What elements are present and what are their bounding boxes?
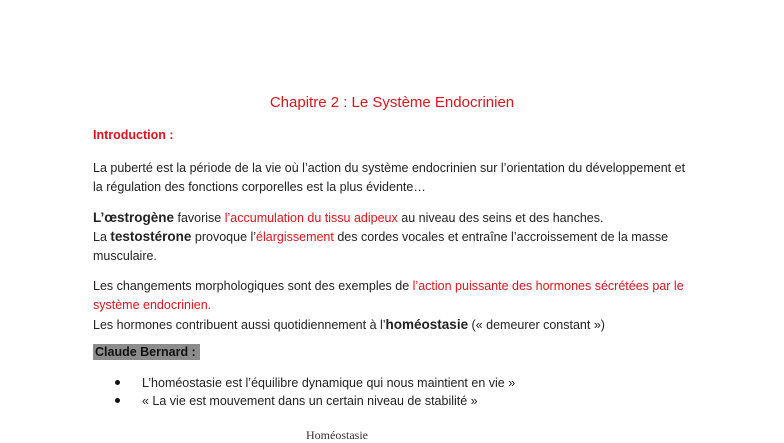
- paragraph-oestrogen: [93, 208, 603, 228]
- text-segment: Les hormones contribuent aussi quotidiennement à l’: [93, 318, 386, 332]
- term-testosterone: testostérone: [110, 229, 192, 244]
- chapter-title: Chapitre 2 : Le Système Endocrinien: [269, 94, 515, 111]
- term-oestrogen: L’œstrogène: [93, 210, 175, 225]
- list-item: L’homéostasie est l’équilibre dynamique qui nous maintient en vie »: [115, 374, 515, 392]
- text-segment: au niveau des seins et des hanches.: [397, 211, 604, 225]
- paragraph-homeostasis: [93, 315, 605, 335]
- list-item: « La vie est mouvement dans un certain niveau de stabilité »: [115, 392, 515, 410]
- text-segment: des cordes vocales et entraîne l’accroissement de la masse musculaire.: [93, 230, 669, 263]
- text-segment: (« demeurer constant »): [468, 318, 605, 332]
- claude-bernard-heading: Claude Bernard :: [93, 344, 200, 360]
- figure-caption: Homéostasie: [306, 428, 368, 442]
- bullet-icon: [115, 380, 120, 385]
- paragraph-testosterone: [93, 227, 703, 266]
- highlight-text: l’action puissante des hormones sécrétées par le système endocrinien.: [93, 279, 684, 312]
- intro-heading: Introduction :: [93, 128, 174, 142]
- highlight-text: l’accumulation du tissu adipeux: [224, 211, 398, 225]
- text-segment: La: [93, 230, 111, 244]
- bullet-icon: [115, 398, 120, 403]
- paragraph-puberty: La puberté est la période de la vie où l’action du système endocrinien sur l’orientation du développement et la régulation des fonctions corporelles est la plus évidente…: [93, 161, 686, 194]
- paragraph-changes: [93, 277, 693, 315]
- highlight-text: élargissement: [256, 230, 334, 244]
- text-segment: provoque l’: [191, 230, 257, 244]
- text-segment: Les changements morphologiques sont des exemples de: [93, 279, 413, 293]
- text-segment: favorise: [174, 211, 225, 225]
- quote-list: [115, 374, 515, 410]
- term-homeostasis: homéostasie: [385, 317, 469, 332]
